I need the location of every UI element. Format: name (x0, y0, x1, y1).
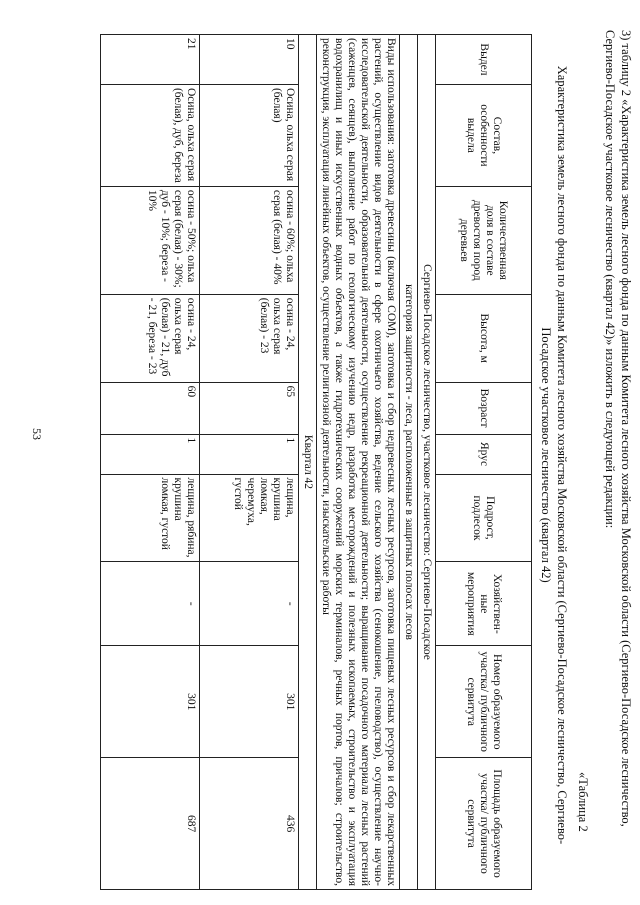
ploshad-cell: 436 (200, 758, 299, 890)
forest-characteristics-table (100, 34, 532, 890)
podrost-cell: лещина, крушина ломкая, черемуха, густой (200, 474, 299, 562)
header-cell: Высота, м (436, 294, 532, 382)
uses-cell: Виды использования: заготовка древесины (включая СОМ), заготовка и сбор недревесных лесных ресурсов, заготовка пищевых лесных ресурсов и сбор лекарственных растений, осуществление видов деятельности в сфере охотничьего хозяйства, ведение сельского хозяйства (сенокошение, пчеловодство), осуществление научно-исследовательской деятельности, образовательной деятельности, осуществление рекреационной деятельности; выращивание посадочного материала лесных растений (саженцев, сеянцев), выполнение работ по геологическому изучению недр, разработка месторождений и полезных ископаемых, строительство и эксплуатация водохранилищ и иных искусственных водных объектов, а также гидротехнических сооружений морских терминалов, речных портов, причалов; строительство, реконструкция, эксплуатация линейных объектов, осуществление религиозной деятельности, изыскательские работы (317, 35, 400, 890)
forestry-row (418, 35, 436, 890)
table-row (101, 35, 200, 890)
header-cell: Возраст (436, 382, 532, 434)
table-row (200, 35, 299, 890)
vysota-cell: осина - 24, ольха серая (белая) - 23 (200, 294, 299, 382)
ploshad-cell: 687 (101, 758, 200, 890)
header-cell: Хозяйствен-ные мероприятия (436, 562, 532, 646)
vysota-cell: осина - 24, ольха серая (белая) - 21, дуб - 21, береза - 23 (101, 294, 200, 382)
category-cell: категория защитности - леса, расположенные в защитных полосах лесов (400, 35, 418, 890)
header-cell: Выдел (436, 35, 532, 85)
header-cell: Состав, особенности выдела (436, 84, 532, 186)
forestry-cell: Сергиево-Посадское лесничество, участковое лесничество: Сергиево-Посадское (418, 35, 436, 890)
table-caption: Характеристика земель лесного фонда по данным Комитета лесного хозяйства Московской области (Сергиево-Посадское лесничество, Сергиево-Посадское участковое лесничество (квартал 42) (539, 65, 569, 845)
vydel-cell: 10 (200, 35, 299, 85)
podrost-cell: лещина, рябина, крушина ломкая, густой (101, 474, 200, 562)
nomer-cell: 301 (200, 646, 299, 758)
nomer-cell: 301 (101, 646, 200, 758)
quarter-row (299, 35, 317, 890)
header-cell: Подрост, подлесок (436, 474, 532, 562)
category-row (400, 35, 418, 890)
quarter-cell: Квартал 42 (299, 35, 317, 890)
header-cell: Площадь образуемого участка/ публичного сервитута (436, 758, 532, 890)
table-label: «Таблица 2 (576, 772, 590, 832)
vydel-cell: 21 (101, 35, 200, 85)
vozrast-cell: 60 (101, 382, 200, 434)
dolya-cell: осина - 50%; ольха серая (белая) - 30%; дуб - 10%; береза - 10% (101, 186, 200, 294)
sostav-cell: Осина, ольха серая (белая) (200, 84, 299, 186)
yarus-cell: 1 (101, 434, 200, 474)
header-cell: Номер образуемого участка/ публичного сервитута (436, 646, 532, 758)
yarus-cell: 1 (200, 434, 299, 474)
dolya-cell: осина - 60%; ольха серая (белая) - 40% (200, 186, 299, 294)
header-cell: Ярус (436, 434, 532, 474)
meropr-cell: - (200, 562, 299, 646)
meropr-cell: - (101, 562, 200, 646)
vozrast-cell: 65 (200, 382, 299, 434)
header-cell: Количественная доля в составе древостоя пород деревьев (436, 186, 532, 294)
header-row (436, 35, 532, 890)
uses-row (317, 35, 400, 890)
intro-paragraph: 3) таблицу 2 «Характеристика земель лесного фонда по данным Комитета лесного хозяйства Московской области (Сергиево-Посадское лесничество, Сергиево-Посадское участковое лесничество (квартал 42)» изложить в следующей редакции: (603, 30, 633, 827)
sostav-cell: Осина, ольха серая (белая), дуб, береза (101, 84, 200, 186)
page-number: 53 (30, 428, 44, 440)
